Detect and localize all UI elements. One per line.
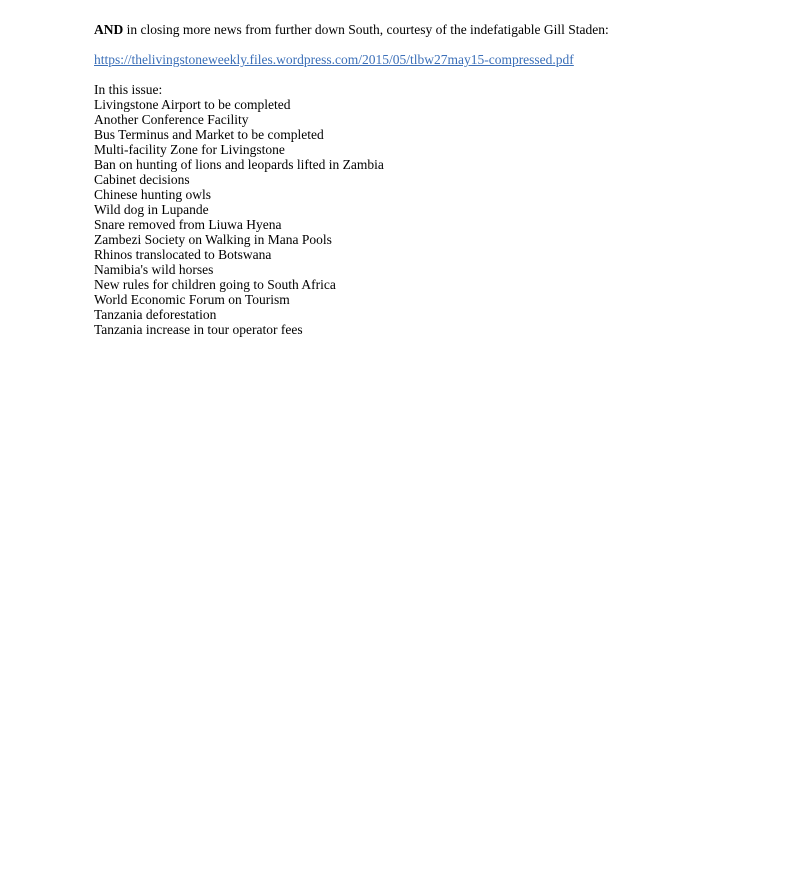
issue-item: New rules for children going to South Africa — [94, 277, 336, 292]
issue-item: Ban on hunting of lions and leopards lifted in Zambia — [94, 157, 384, 172]
issue-item: Wild dog in Lupande — [94, 202, 209, 217]
issue-item: Another Conference Facility — [94, 112, 249, 127]
newsletter-pdf-link[interactable]: https://thelivingstoneweekly.files.wordpress.com/2015/05/tlbw27may15-compressed.pdf — [94, 52, 574, 67]
intro-paragraph — [94, 22, 774, 37]
issue-item: Multi-facility Zone for Livingstone — [94, 142, 285, 157]
issue-list — [94, 97, 774, 337]
issue-item: Tanzania increase in tour operator fees — [94, 322, 303, 337]
issue-item: Tanzania deforestation — [94, 307, 217, 322]
issue-item: World Economic Forum on Tourism — [94, 292, 290, 307]
intro-text: in closing more news from further down South, courtesy of the indefatigable Gill Staden: — [123, 22, 609, 37]
document-page — [94, 22, 774, 337]
issue-item: Livingstone Airport to be completed — [94, 97, 291, 112]
issue-item: Chinese hunting owls — [94, 187, 211, 202]
issue-item: Cabinet decisions — [94, 172, 190, 187]
intro-lead-bold: AND — [94, 22, 124, 37]
issue-item: Bus Terminus and Market to be completed — [94, 127, 324, 142]
issue-item: Namibia's wild horses — [94, 262, 214, 277]
link-paragraph — [94, 52, 774, 67]
issue-item: Zambezi Society on Walking in Mana Pools — [94, 232, 332, 247]
issue-item: Snare removed from Liuwa Hyena — [94, 217, 282, 232]
issue-heading: In this issue: — [94, 82, 163, 97]
issue-item: Rhinos translocated to Botswana — [94, 247, 272, 262]
